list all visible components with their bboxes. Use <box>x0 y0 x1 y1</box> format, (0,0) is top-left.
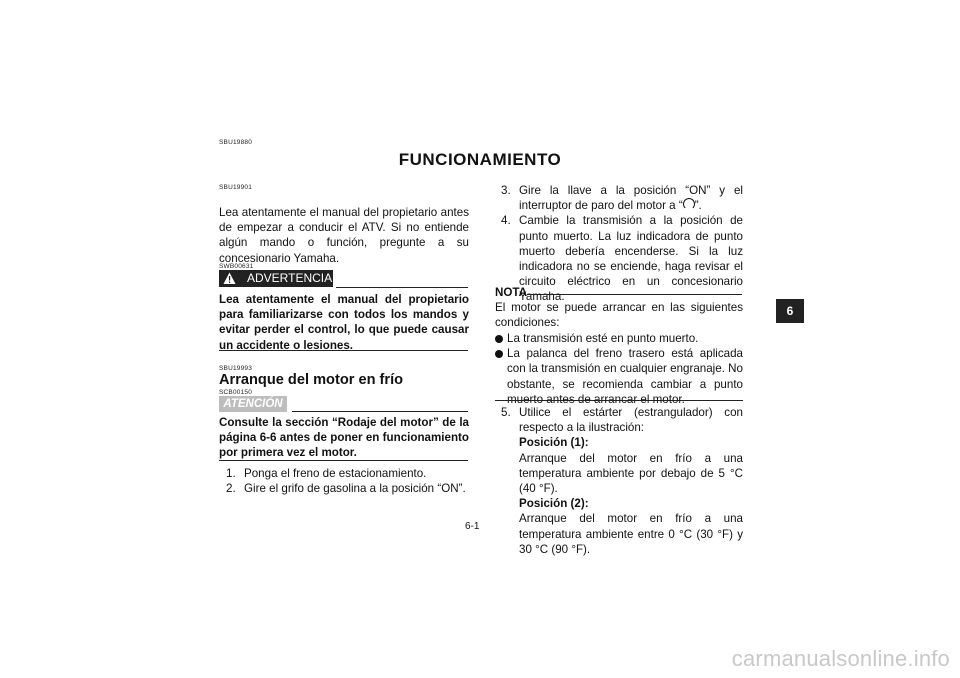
list-item: 2. Gire el grifo de gasolina a la posición “ON”. <box>226 482 466 496</box>
list-item: La palanca del freno trasero está aplicada con la transmisión en cualquier engranaje. No obstante, se recomienda cambiar a punto muerto antes de arrancar el motor. <box>495 346 743 407</box>
step5 <box>501 405 743 557</box>
warning-bottom-rule <box>219 350 468 351</box>
engine-stop-run-icon <box>683 198 695 210</box>
list-item: La transmisión esté en punto muerto. <box>495 331 743 346</box>
list-item: 4. Cambie la transmisión a la posición de punto muerto. La luz indicadora de punto muerto debería encenderse. Si la luz indicadora no se enciende, haga revisar el circuito eléctrico en un concesionario Yamaha. <box>501 214 743 304</box>
caution-text: Consulte la sección “Rodaje del motor” de la página 6-6 antes de poner en funcionamiento por primera vez el motor. <box>219 416 469 460</box>
page-title: FUNCIONAMIENTO <box>398 150 562 169</box>
position-2-text: Arranque del motor en frío a una temperatura ambiente entre 0 °C (30 °F) y 30 °C (90 °F). <box>519 512 743 556</box>
steps-list-right <box>501 183 743 305</box>
caution-bottom-rule <box>219 460 468 461</box>
warning-top-rule <box>336 287 468 288</box>
subsection-title: Arranque del motor en frío <box>219 372 404 388</box>
position-1-text: Arranque del motor en frío a una temperatura ambiente por debajo de 5 °C (40 °F). <box>519 451 743 496</box>
warning-badge <box>219 270 333 287</box>
intro-code: SBU19901 <box>219 184 253 191</box>
list-item: 5. Utilice el estárter (estrangulador) con respecto a la ilustración: <box>501 406 743 435</box>
nota-bullets <box>495 331 743 407</box>
intro-paragraph: Lea atentamente el manual del propietario antes de empezar a conducir el ATV. Si no entiende algún mando o función, pregunte a su concesionario Yamaha. <box>219 206 469 265</box>
bullet-icon <box>495 350 503 358</box>
list-item: 1. Ponga el freno de estacionamiento. <box>226 467 427 480</box>
warning-triangle-icon <box>223 272 236 285</box>
warning-code: SWB00631 <box>219 263 254 270</box>
nota-top-rule <box>528 294 742 295</box>
list-item: 3. Gire la llave a la posición “ON” y el interruptor de paro del motor a “ ”. <box>501 184 743 213</box>
caution-top-rule <box>292 411 468 412</box>
caution-badge: ATENCIÓN <box>219 396 287 412</box>
position-2-label: Posición (2): <box>519 497 589 511</box>
caution-code: SCB00150 <box>219 389 253 396</box>
position-1-label: Posición (1): <box>519 436 589 450</box>
subsection-code: SBU19993 <box>219 365 253 372</box>
nota-text: El motor se puede arrancar en las siguientes condiciones: <box>495 301 743 330</box>
watermark: carmanualsonline.info <box>731 646 950 671</box>
section-code: SBU19880 <box>219 139 253 146</box>
steps-list-left <box>226 466 469 496</box>
nota-bottom-rule <box>495 400 743 401</box>
warning-text: Lea atentamente el manual del propietario para familiarizarse con todos los mandos y evitar perder el control, lo que puede causar un accidente o lesiones. <box>219 293 469 352</box>
warning-label: ADVERTENCIA <box>247 271 333 285</box>
bullet-icon <box>495 335 503 343</box>
page-number: 6-1 <box>465 521 480 532</box>
nota-label: NOTA <box>495 286 527 299</box>
chapter-tab: 6 <box>776 299 804 323</box>
